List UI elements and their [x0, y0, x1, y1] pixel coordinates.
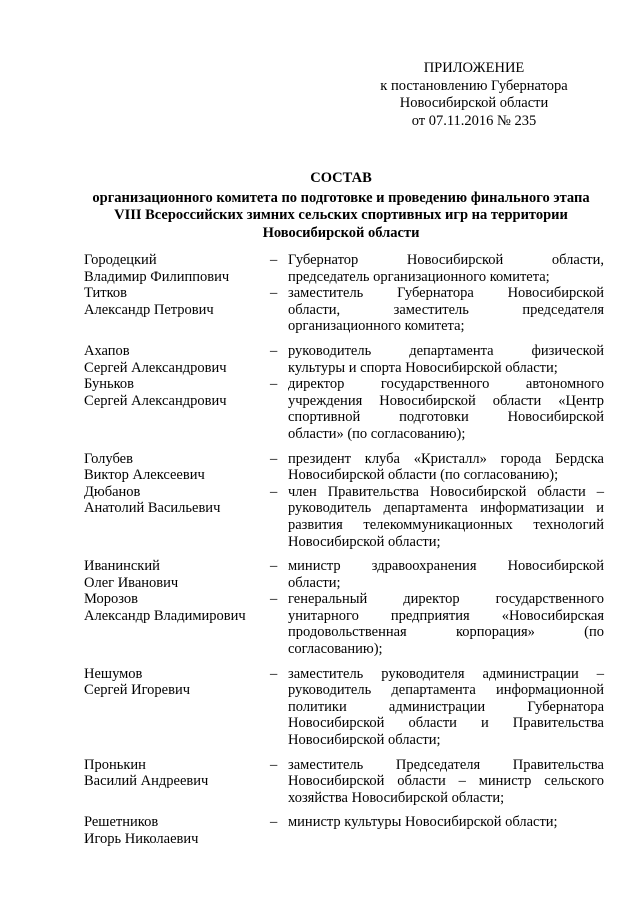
member-dash: – [270, 756, 278, 773]
member-role-line: унитарного предприятия «Новосибирская [288, 607, 604, 624]
member-surname: Дюбанов [84, 483, 141, 500]
member-list [84, 252, 604, 848]
member-dash: – [270, 342, 278, 359]
member-role-line: председатель организационного комитета; [288, 268, 550, 285]
appendix-date-number: от 07.11.2016 № 235 [411, 112, 537, 129]
member-dash: – [270, 376, 278, 393]
member-given-name: Сергей Игоревич [84, 682, 191, 699]
member-role-line: культуры и спорта Новосибирской области; [288, 359, 558, 376]
member-surname: Иванинский [84, 558, 160, 575]
member-row [84, 451, 604, 484]
heading-subtitle-line-2: VIII Всероссийских зимних сельских спортивных игр на территории [114, 207, 568, 223]
member-name [84, 252, 270, 285]
member-dash: – [270, 252, 278, 268]
member-role [288, 451, 604, 484]
member-role-line: области, заместитель председателя [288, 301, 604, 318]
member-surname: Титков [84, 285, 127, 302]
member-role-line: руководитель департамента физической [288, 342, 604, 359]
member-role-line: министр культуры Новосибирской области; [288, 814, 558, 831]
member-row [84, 666, 604, 749]
member-given-name: Александр Петрович [84, 301, 214, 318]
member-role [288, 285, 604, 335]
member-role-line: руководитель департамента информатизации и [288, 500, 604, 517]
member-surname: Морозов [84, 591, 139, 608]
member-row [84, 343, 604, 376]
member-role-line: президент клуба «Кристалл» города Бердска [288, 450, 604, 467]
member-surname: Голубев [84, 450, 133, 467]
member-given-name: Сергей Александрович [84, 392, 227, 409]
member-role [288, 666, 604, 749]
member-name [84, 343, 270, 376]
member-name [84, 666, 270, 749]
member-dash: – [270, 665, 278, 682]
member-given-name: Виктор Алексеевич [84, 467, 205, 484]
member-role-line: развития телекоммуникационных технологий [288, 516, 604, 533]
heading-title: СОСТАВ [310, 170, 372, 186]
member-dash: – [270, 483, 278, 500]
member-surname: Ахапов [84, 342, 130, 359]
member-role-line: заместитель Губернатора Новосибирской [288, 285, 604, 302]
member-name [84, 757, 270, 807]
member-given-name: Александр Владимирович [84, 607, 246, 624]
appendix-reference: к постановлению Губернатора [380, 77, 568, 94]
member-role-line: области; [288, 574, 341, 591]
member-given-name: Анатолий Васильевич [84, 500, 221, 517]
member-dash: – [270, 285, 278, 302]
member-role [288, 376, 604, 442]
appendix-title: ПРИЛОЖЕНИЕ [423, 60, 525, 76]
member-role-line: министр здравоохранения Новосибирской [288, 558, 604, 575]
member-role [288, 814, 604, 847]
member-role-line: спортивной подготовки Новосибирской [288, 409, 604, 426]
member-surname: Городецкий [84, 252, 157, 268]
member-dash: – [270, 591, 278, 608]
appendix-block [344, 60, 604, 130]
member-role-line: руководитель департамента информационной [288, 682, 604, 699]
member-given-name: Василий Андреевич [84, 773, 209, 790]
member-dash: – [270, 450, 278, 467]
member-role-line: заместитель руководителя администрации – [288, 665, 604, 682]
member-surname: Решетников [84, 814, 159, 831]
appendix-region: Новосибирской области [399, 95, 549, 111]
member-role-line: заместитель Председателя Правительства [288, 756, 604, 773]
member-role-line: генеральный директор государственного [288, 591, 604, 608]
member-row [84, 484, 604, 550]
member-name [84, 285, 270, 335]
member-role-line: директор государственного автономного [288, 376, 604, 393]
member-role-line: Новосибирской области; [288, 732, 441, 749]
member-role-line: Новосибирской области; [288, 533, 441, 550]
member-name [84, 484, 270, 550]
member-role-line: хозяйства Новосибирской области; [288, 789, 505, 806]
member-role-line: член Правительства Новосибирской области – [288, 483, 604, 500]
member-given-name: Игорь Николаевич [84, 831, 199, 847]
member-role-line: политики администрации Губернатора [288, 698, 604, 715]
member-role-line: Новосибирской области – министр сельского [288, 773, 604, 790]
member-surname: Пронькин [84, 756, 146, 773]
member-name [84, 558, 270, 591]
member-row [84, 376, 604, 442]
member-name [84, 591, 270, 657]
member-row [84, 814, 604, 847]
member-role [288, 757, 604, 807]
member-name [84, 814, 270, 847]
member-role [288, 343, 604, 376]
member-role-line: согласованию); [288, 641, 383, 658]
heading-subtitle-line-3: Новосибирской области [262, 224, 420, 241]
member-given-name: Сергей Александрович [84, 359, 227, 376]
member-role-line: области» (по согласованию); [288, 425, 466, 442]
member-surname: Нешумов [84, 665, 143, 682]
member-row [84, 558, 604, 591]
member-role-line: Новосибирской области и Правительства [288, 715, 604, 732]
member-row [84, 757, 604, 807]
member-role-line: организационного комитета; [288, 318, 465, 335]
member-dash: – [270, 814, 278, 831]
member-given-name: Олег Иванович [84, 574, 179, 591]
member-role-line: Губернатор Новосибирской области, [288, 252, 604, 268]
member-given-name: Владимир Филиппович [84, 268, 230, 285]
member-role [288, 484, 604, 550]
member-name [84, 376, 270, 442]
member-row [84, 252, 604, 285]
member-row [84, 285, 604, 335]
document-heading [70, 170, 612, 242]
member-role [288, 558, 604, 591]
member-role-line: учреждения Новосибирской области «Центр [288, 392, 604, 409]
member-role [288, 591, 604, 657]
member-name [84, 451, 270, 484]
member-surname: Буньков [84, 376, 134, 393]
member-role-line: продовольственная корпорация» (по [288, 624, 604, 641]
heading-subtitle-line-1: организационного комитета по подготовке и проведению финального этапа [92, 189, 590, 206]
member-row [84, 591, 604, 657]
member-role-line: Новосибирской области (по согласованию); [288, 467, 559, 484]
member-role [288, 252, 604, 285]
member-dash: – [270, 558, 278, 575]
